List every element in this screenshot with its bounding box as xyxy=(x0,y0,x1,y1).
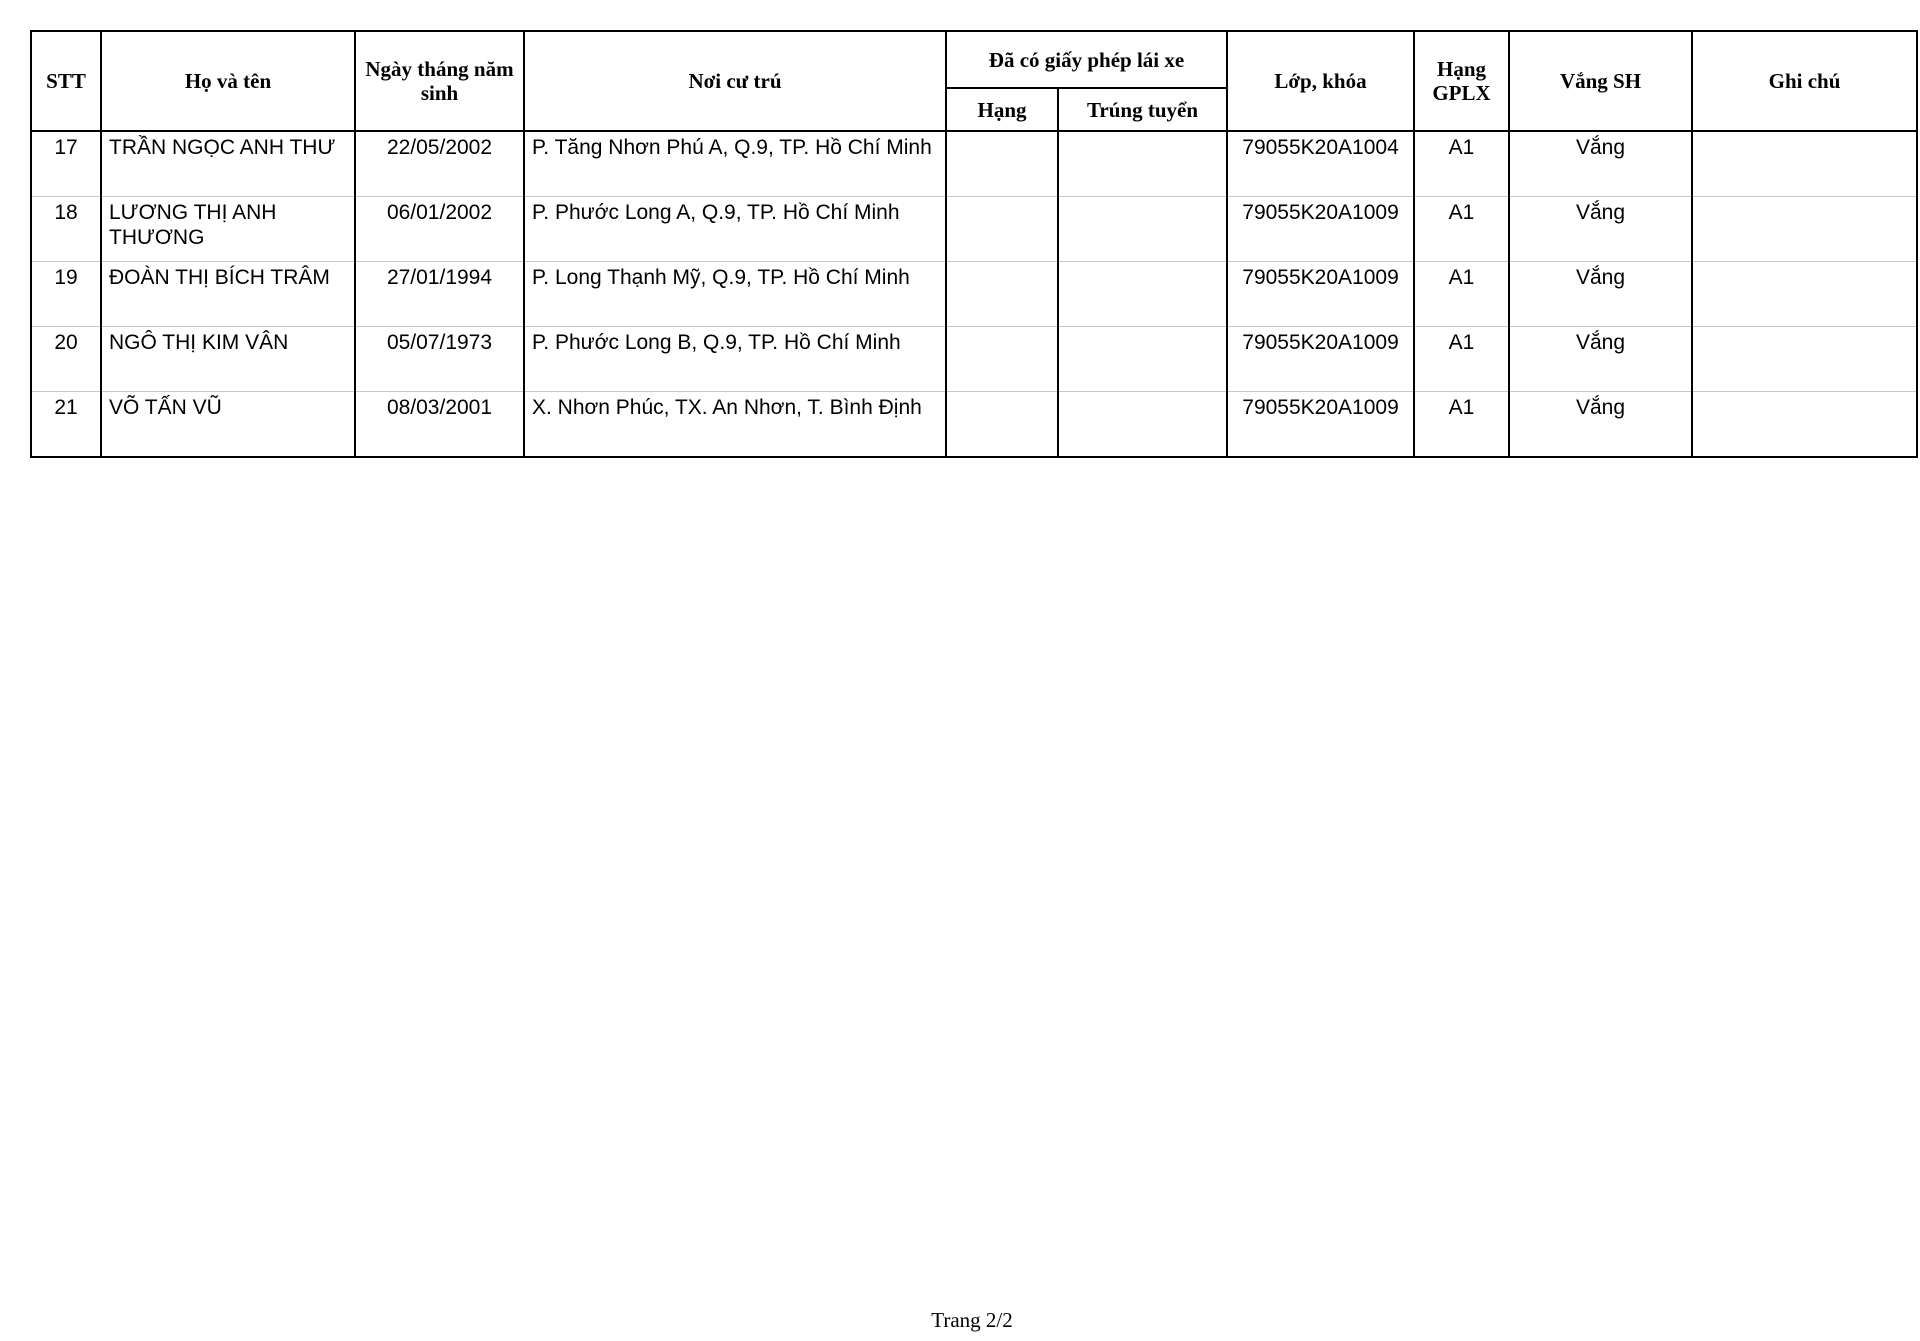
header-stt: STT xyxy=(31,31,101,131)
cell-note xyxy=(1692,131,1917,197)
header-license-class: Hạng xyxy=(946,88,1058,131)
cell-name: TRẦN NGỌC ANH THƯ xyxy=(101,131,355,197)
cell-stt: 18 xyxy=(31,197,101,262)
cell-gplx-class: A1 xyxy=(1414,327,1509,392)
table-header xyxy=(31,31,1917,131)
header-dob: Ngày tháng năm sinh xyxy=(355,31,524,131)
cell-gplx-class: A1 xyxy=(1414,392,1509,458)
cell-class-course: 79055K20A1004 xyxy=(1227,131,1414,197)
cell-license-pass xyxy=(1058,327,1227,392)
cell-license-class xyxy=(946,197,1058,262)
cell-note xyxy=(1692,197,1917,262)
cell-class-course: 79055K20A1009 xyxy=(1227,197,1414,262)
cell-dob: 27/01/1994 xyxy=(355,262,524,327)
cell-name: ĐOÀN THỊ BÍCH TRÂM xyxy=(101,262,355,327)
header-note: Ghi chú xyxy=(1692,31,1917,131)
cell-dob: 22/05/2002 xyxy=(355,131,524,197)
cell-note xyxy=(1692,392,1917,458)
cell-gplx-class: A1 xyxy=(1414,262,1509,327)
page-number: Trang 2/2 xyxy=(931,1308,1013,1332)
cell-absent: Vắng xyxy=(1509,392,1692,458)
cell-license-class xyxy=(946,392,1058,458)
cell-gplx-class: A1 xyxy=(1414,197,1509,262)
cell-absent: Vắng xyxy=(1509,197,1692,262)
cell-residence: P. Long Thạnh Mỹ, Q.9, TP. Hồ Chí Minh xyxy=(524,262,946,327)
cell-note xyxy=(1692,262,1917,327)
cell-residence: P. Phước Long B, Q.9, TP. Hồ Chí Minh xyxy=(524,327,946,392)
cell-stt: 19 xyxy=(31,262,101,327)
cell-residence: X. Nhơn Phúc, TX. An Nhơn, T. Bình Định xyxy=(524,392,946,458)
cell-name: VÕ TẤN VŨ xyxy=(101,392,355,458)
cell-license-pass xyxy=(1058,131,1227,197)
cell-class-course: 79055K20A1009 xyxy=(1227,327,1414,392)
cell-absent: Vắng xyxy=(1509,131,1692,197)
cell-dob: 08/03/2001 xyxy=(355,392,524,458)
cell-license-pass xyxy=(1058,197,1227,262)
cell-dob: 06/01/2002 xyxy=(355,197,524,262)
header-residence: Nơi cư trú xyxy=(524,31,946,131)
cell-stt: 20 xyxy=(31,327,101,392)
header-class-course: Lớp, khóa xyxy=(1227,31,1414,131)
cell-residence: P. Phước Long A, Q.9, TP. Hồ Chí Minh xyxy=(524,197,946,262)
header-license-pass: Trúng tuyển xyxy=(1058,88,1227,131)
cell-class-course: 79055K20A1009 xyxy=(1227,392,1414,458)
header-license-group: Đã có giấy phép lái xe xyxy=(946,31,1227,88)
table-row xyxy=(31,262,1917,327)
cell-dob: 05/07/1973 xyxy=(355,327,524,392)
table-row xyxy=(31,131,1917,197)
cell-absent: Vắng xyxy=(1509,262,1692,327)
roster-table xyxy=(30,30,1918,458)
cell-gplx-class: A1 xyxy=(1414,131,1509,197)
cell-stt: 21 xyxy=(31,392,101,458)
header-name: Họ và tên xyxy=(101,31,355,131)
cell-note xyxy=(1692,327,1917,392)
cell-name: LƯƠNG THỊ ANH THƯƠNG xyxy=(101,197,355,262)
header-gplx-class: Hạng GPLX xyxy=(1414,31,1509,131)
cell-license-pass xyxy=(1058,262,1227,327)
header-absent: Vắng SH xyxy=(1509,31,1692,131)
cell-stt: 17 xyxy=(31,131,101,197)
cell-license-pass xyxy=(1058,392,1227,458)
table-body xyxy=(31,131,1917,457)
cell-license-class xyxy=(946,327,1058,392)
cell-license-class xyxy=(946,131,1058,197)
table-row xyxy=(31,392,1917,458)
cell-residence: P. Tăng Nhơn Phú A, Q.9, TP. Hồ Chí Minh xyxy=(524,131,946,197)
table-row xyxy=(31,327,1917,392)
cell-absent: Vắng xyxy=(1509,327,1692,392)
cell-class-course: 79055K20A1009 xyxy=(1227,262,1414,327)
cell-name: NGÔ THỊ KIM VÂN xyxy=(101,327,355,392)
cell-license-class xyxy=(946,262,1058,327)
table-row xyxy=(31,197,1917,262)
